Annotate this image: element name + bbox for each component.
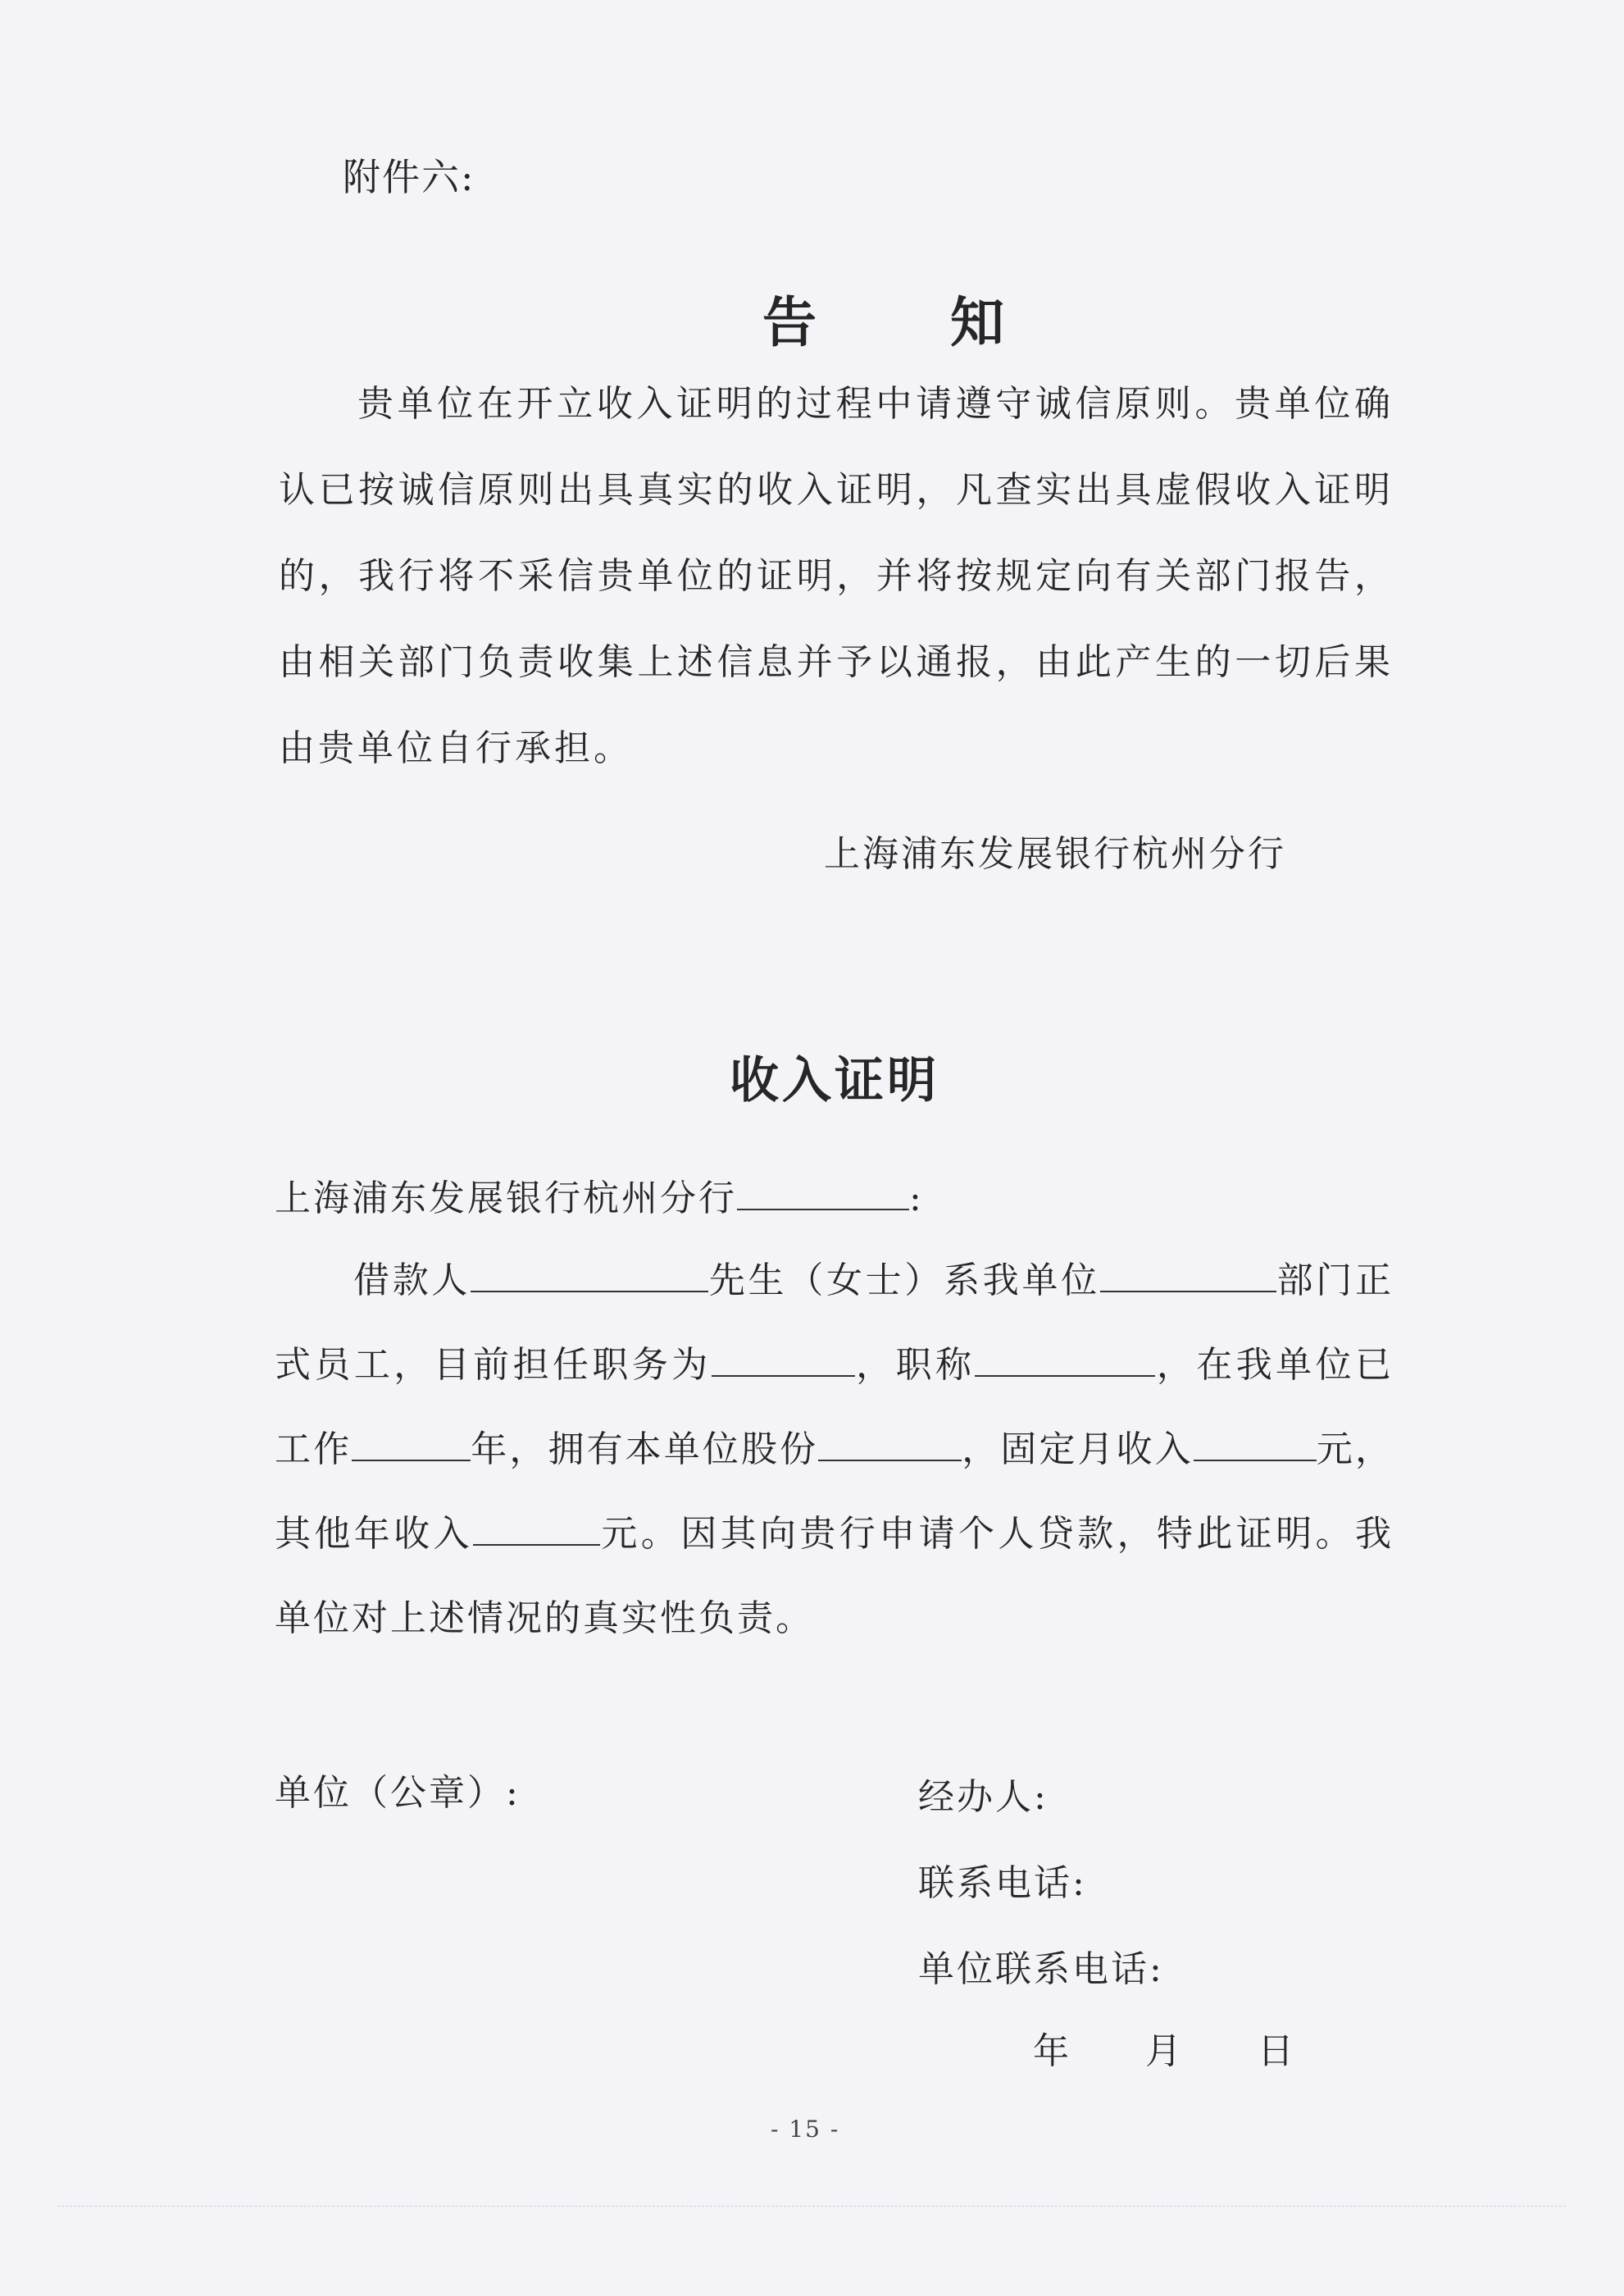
certificate-body (275, 1238, 1394, 1660)
borrower-name-blank[interactable] (471, 1258, 708, 1292)
position-blank[interactable] (712, 1342, 855, 1377)
notice-signature: 上海浦东发展银行杭州分行 (824, 833, 1286, 875)
unit-seal-label: 单位（公章）: (275, 1772, 521, 1814)
cert-text-9: 元。因其向贵行申请个人贷款，特此证明。我单位对上述情况的真实性负责。 (275, 1513, 1394, 1639)
certificate-salutation (275, 1168, 924, 1221)
cert-text-1: 借款人 (353, 1260, 471, 1301)
unit-phone-label: 单位联系电话: (918, 1948, 1164, 1990)
cert-text-3: 部门正式员工，目前担任职务为 (275, 1260, 1394, 1386)
cert-text-4: ，职称 (854, 1344, 976, 1386)
shares-blank[interactable] (818, 1427, 962, 1461)
year-label: 年 (1033, 2030, 1071, 2072)
salutation-colon: : (909, 1178, 924, 1219)
title-blank[interactable] (975, 1342, 1155, 1377)
date-line (1033, 2021, 1296, 2074)
cert-text-8: 元，其他年收入 (275, 1428, 1394, 1555)
day-label: 日 (1258, 2030, 1296, 2072)
page-number: - 15 - (771, 2116, 840, 2143)
cert-text-2: 先生（女士）系我单位 (708, 1260, 1100, 1301)
attachment-label: 附件六: (343, 155, 475, 199)
handler-label: 经办人: (918, 1776, 1049, 1818)
scan-bottom-rule (57, 2206, 1566, 2207)
notice-title: 告 知 (762, 290, 1062, 354)
cert-text-6: 年，拥有本单位股份 (471, 1428, 819, 1470)
phone-label: 联系电话: (918, 1862, 1087, 1904)
years-blank[interactable] (352, 1427, 471, 1461)
monthly-income-blank[interactable] (1194, 1427, 1317, 1461)
cert-text-7: ，固定月收入 (962, 1428, 1194, 1470)
salutation-bank: 上海浦东发展银行杭州分行 (275, 1178, 737, 1219)
other-income-blank[interactable] (473, 1511, 600, 1546)
cert-text-5: ，在我单位已工作 (275, 1344, 1394, 1470)
notice-body: 贵单位在开立收入证明的过程中请遵守诚信原则。贵单位确认已按诚信原则出具真实的收入证明，凡查实出具虚假收入证明的，我行将不采信贵单位的证明，并将按规定向有关部门报告，由相关部门负责收集上述信息并予以通报，由此产生的一切后果由贵单位自行承担。 (279, 383, 1394, 769)
branch-blank[interactable] (737, 1176, 909, 1210)
department-blank[interactable] (1100, 1258, 1276, 1292)
month-label: 月 (1145, 2030, 1184, 2072)
certificate-title: 收入证明 (730, 1052, 939, 1109)
